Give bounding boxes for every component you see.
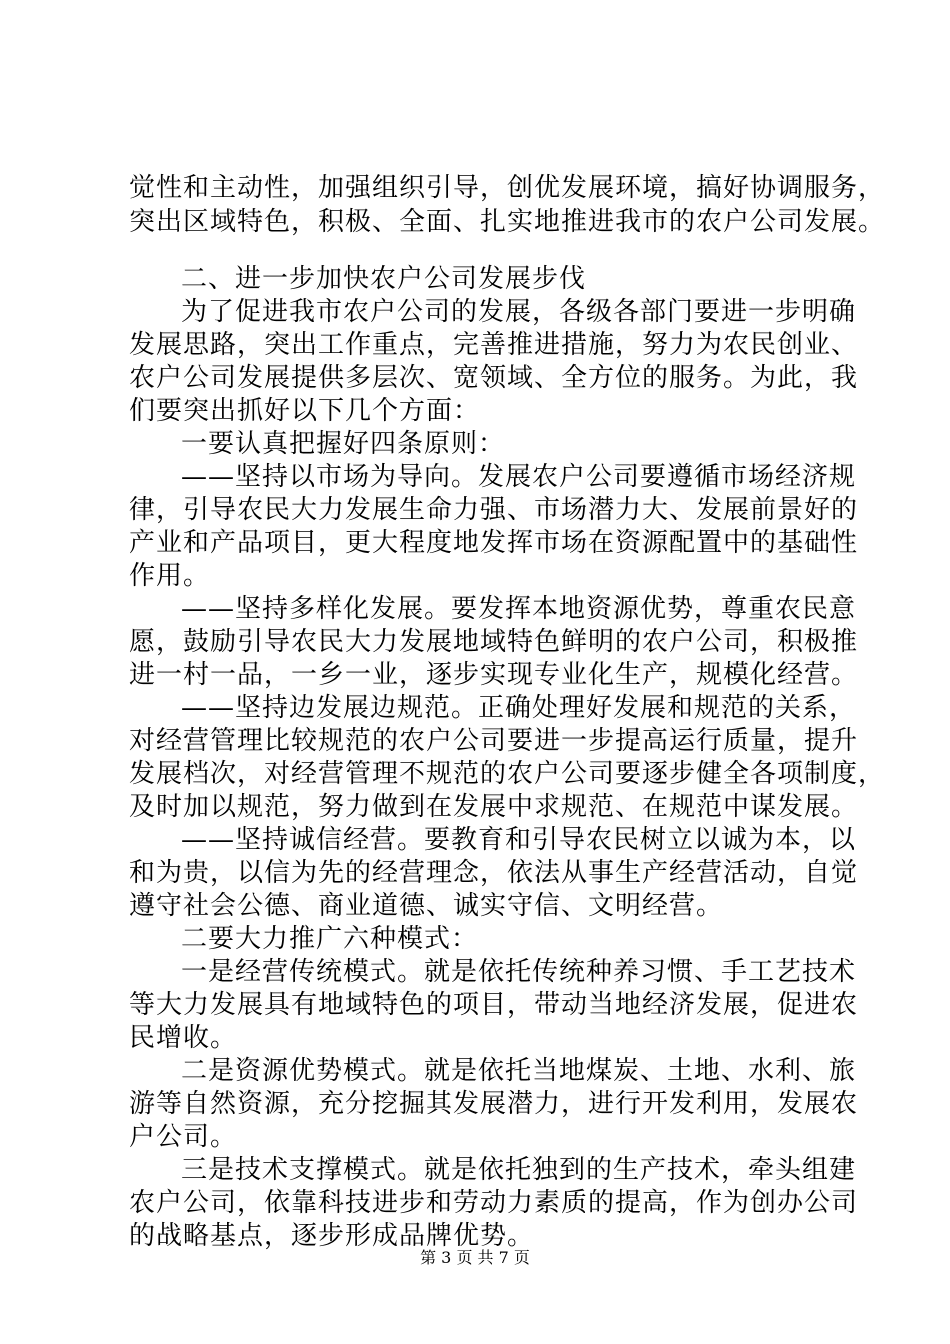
body-line: 一是经营传统模式。就是依托传统种养习惯、手工艺技术 xyxy=(181,957,857,987)
body-line: 觉性和主动性，加强组织引导，创优发展环境，搞好协调服务， xyxy=(129,173,886,203)
body-line: 愿，鼓励引导农民大力发展地域特色鲜明的农户公司，积极推 xyxy=(129,627,859,657)
body-line: ——坚持多样化发展。要发挥本地资源优势，尊重农民意 xyxy=(181,594,857,624)
body-line: 产业和产品项目，更大程度地发挥市场在资源配置中的基础性 xyxy=(129,528,859,558)
body-line: 游等自然资源，充分挖掘其发展潜力，进行开发利用，发展农 xyxy=(129,1089,859,1119)
body-line: 的战略基点，逐步形成品牌优势。 xyxy=(129,1221,535,1251)
body-line: 农户公司发展提供多层次、宽领域、全方位的服务。为此，我 xyxy=(129,363,859,393)
body-line: 发展思路，突出工作重点，完善推进措施，努力为农民创业、 xyxy=(129,330,859,360)
body-line: 发展档次，对经营管理不规范的农户公司要逐步健全各项制度， xyxy=(129,759,886,789)
body-line: 作用。 xyxy=(129,561,211,591)
body-line: 为了促进我市农户公司的发展，各级各部门要进一步明确 xyxy=(181,297,857,327)
body-line: 三是技术支撑模式。就是依托独到的生产技术，牵头组建 xyxy=(181,1155,857,1185)
subsection-heading: 一要认真把握好四条原则： xyxy=(181,429,506,459)
body-line: 二是资源优势模式。就是依托当地煤炭、土地、水利、旅 xyxy=(181,1056,857,1086)
body-line: ——坚持边发展边规范。正确处理好发展和规范的关系， xyxy=(181,693,857,723)
body-line: 和为贵，以信为先的经营理念，依法从事生产经营活动，自觉 xyxy=(129,858,859,888)
subsection-heading: 二要大力推广六种模式： xyxy=(181,924,479,954)
page-number-footer: 第 3 页 共 7 页 xyxy=(420,1248,530,1267)
body-line: 对经营管理比较规范的农户公司要进一步提高运行质量，提升 xyxy=(129,726,859,756)
body-line: 民增收。 xyxy=(129,1023,238,1053)
body-line: 户公司。 xyxy=(129,1122,238,1152)
body-line: 突出区域特色，积极、全面、扎实地推进我市的农户公司发展。 xyxy=(129,207,886,237)
body-line: 及时加以规范，努力做到在发展中求规范、在规范中谋发展。 xyxy=(129,792,859,822)
body-line: 遵守社会公德、商业道德、诚实守信、文明经营。 xyxy=(129,891,724,921)
body-line: ——坚持诚信经营。要教育和引导农民树立以诚为本，以 xyxy=(181,825,857,855)
body-line: 进一村一品，一乡一业，逐步实现专业化生产，规模化经营。 xyxy=(129,660,859,690)
body-line: ——坚持以市场为导向。发展农户公司要遵循市场经济规 xyxy=(181,462,857,492)
body-line: 农户公司，依靠科技进步和劳动力素质的提高，作为创办公司 xyxy=(129,1188,859,1218)
section-heading: 二、进一步加快农户公司发展步伐 xyxy=(181,264,587,294)
body-line: 等大力发展具有地域特色的项目，带动当地经济发展，促进农 xyxy=(129,990,859,1020)
body-line: 律，引导农民大力发展生命力强、市场潜力大、发展前景好的 xyxy=(129,495,859,525)
body-line: 们要突出抓好以下几个方面： xyxy=(129,396,481,426)
